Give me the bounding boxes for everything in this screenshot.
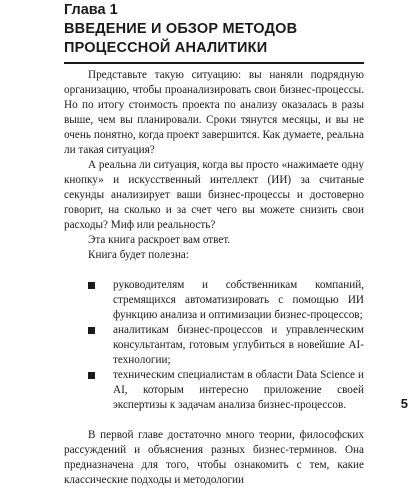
paragraph-4: Книга будет полезна: [88,249,189,261]
square-bullet-icon [88,282,95,289]
title-rule [64,62,364,64]
bullet-text: техническим специалистам в области Data Science и AI, которым интересно приложение своей экспертизы к задачам анализа бизнес-процессов. [113,369,364,411]
chapter-title-line-2: ПРОЦЕССНОЙ АНАЛИТИКИ [64,40,268,56]
square-bullet-icon [88,327,95,334]
bullet-text: аналитикам бизнес-процессов и управленческим консультантам, готовым углубиться в новейшие AI-технологии; [113,324,364,366]
bullet-list [64,278,364,413]
paragraph-2: А реальна ли ситуация, когда вы просто «нажимаете одну кнопку» и искусственный интеллект (ИИ) за считаные секунды анализирует ваши бизнес-процессы и достоверно говорит, на сколько и за счет чего вы можете снизить свои расходы? Миф или реальность? [64,159,364,231]
bullet-item [64,323,364,368]
spacer [64,263,364,278]
bullet-text: руководителям и собственникам компаний, стремящихся автоматизировать с помощью ИИ функцию анализа и оптимизации бизнес-процессов; [113,279,364,321]
spacer [64,413,364,428]
page-number: 5 [400,396,408,411]
square-bullet-icon [88,372,95,379]
closing-paragraph: В первой главе достаточно много теории, философских рассуждений и объяснения разных бизнес-терминов. Она предназначена для того, чтобы ознакомить с тем, какие классические подходы и методологии [64,429,364,486]
chapter-title [64,20,364,58]
body-text [64,68,364,488]
chapter-label: Глава 1 [64,2,118,18]
paragraph-1: Представьте такую ситуацию: вы наняли подрядную организацию, чтобы проанализировать свои бизнес-процессы. Но по итогу стоимость проекта по анализу оказалась в разы выше, чем вы планировали. Сроки тянутся месяцы, и вы не очень понятно, когда проект завершится. Как думаете, реальна ли такая ситуация? [64,69,364,156]
chapter-title-line-1: ВВЕДЕНИЕ И ОБЗОР МЕТОДОВ [64,21,298,37]
bullet-item [64,278,364,323]
paragraph-3: Эта книга раскроет вам ответ. [88,234,231,246]
bullet-item [64,368,364,413]
